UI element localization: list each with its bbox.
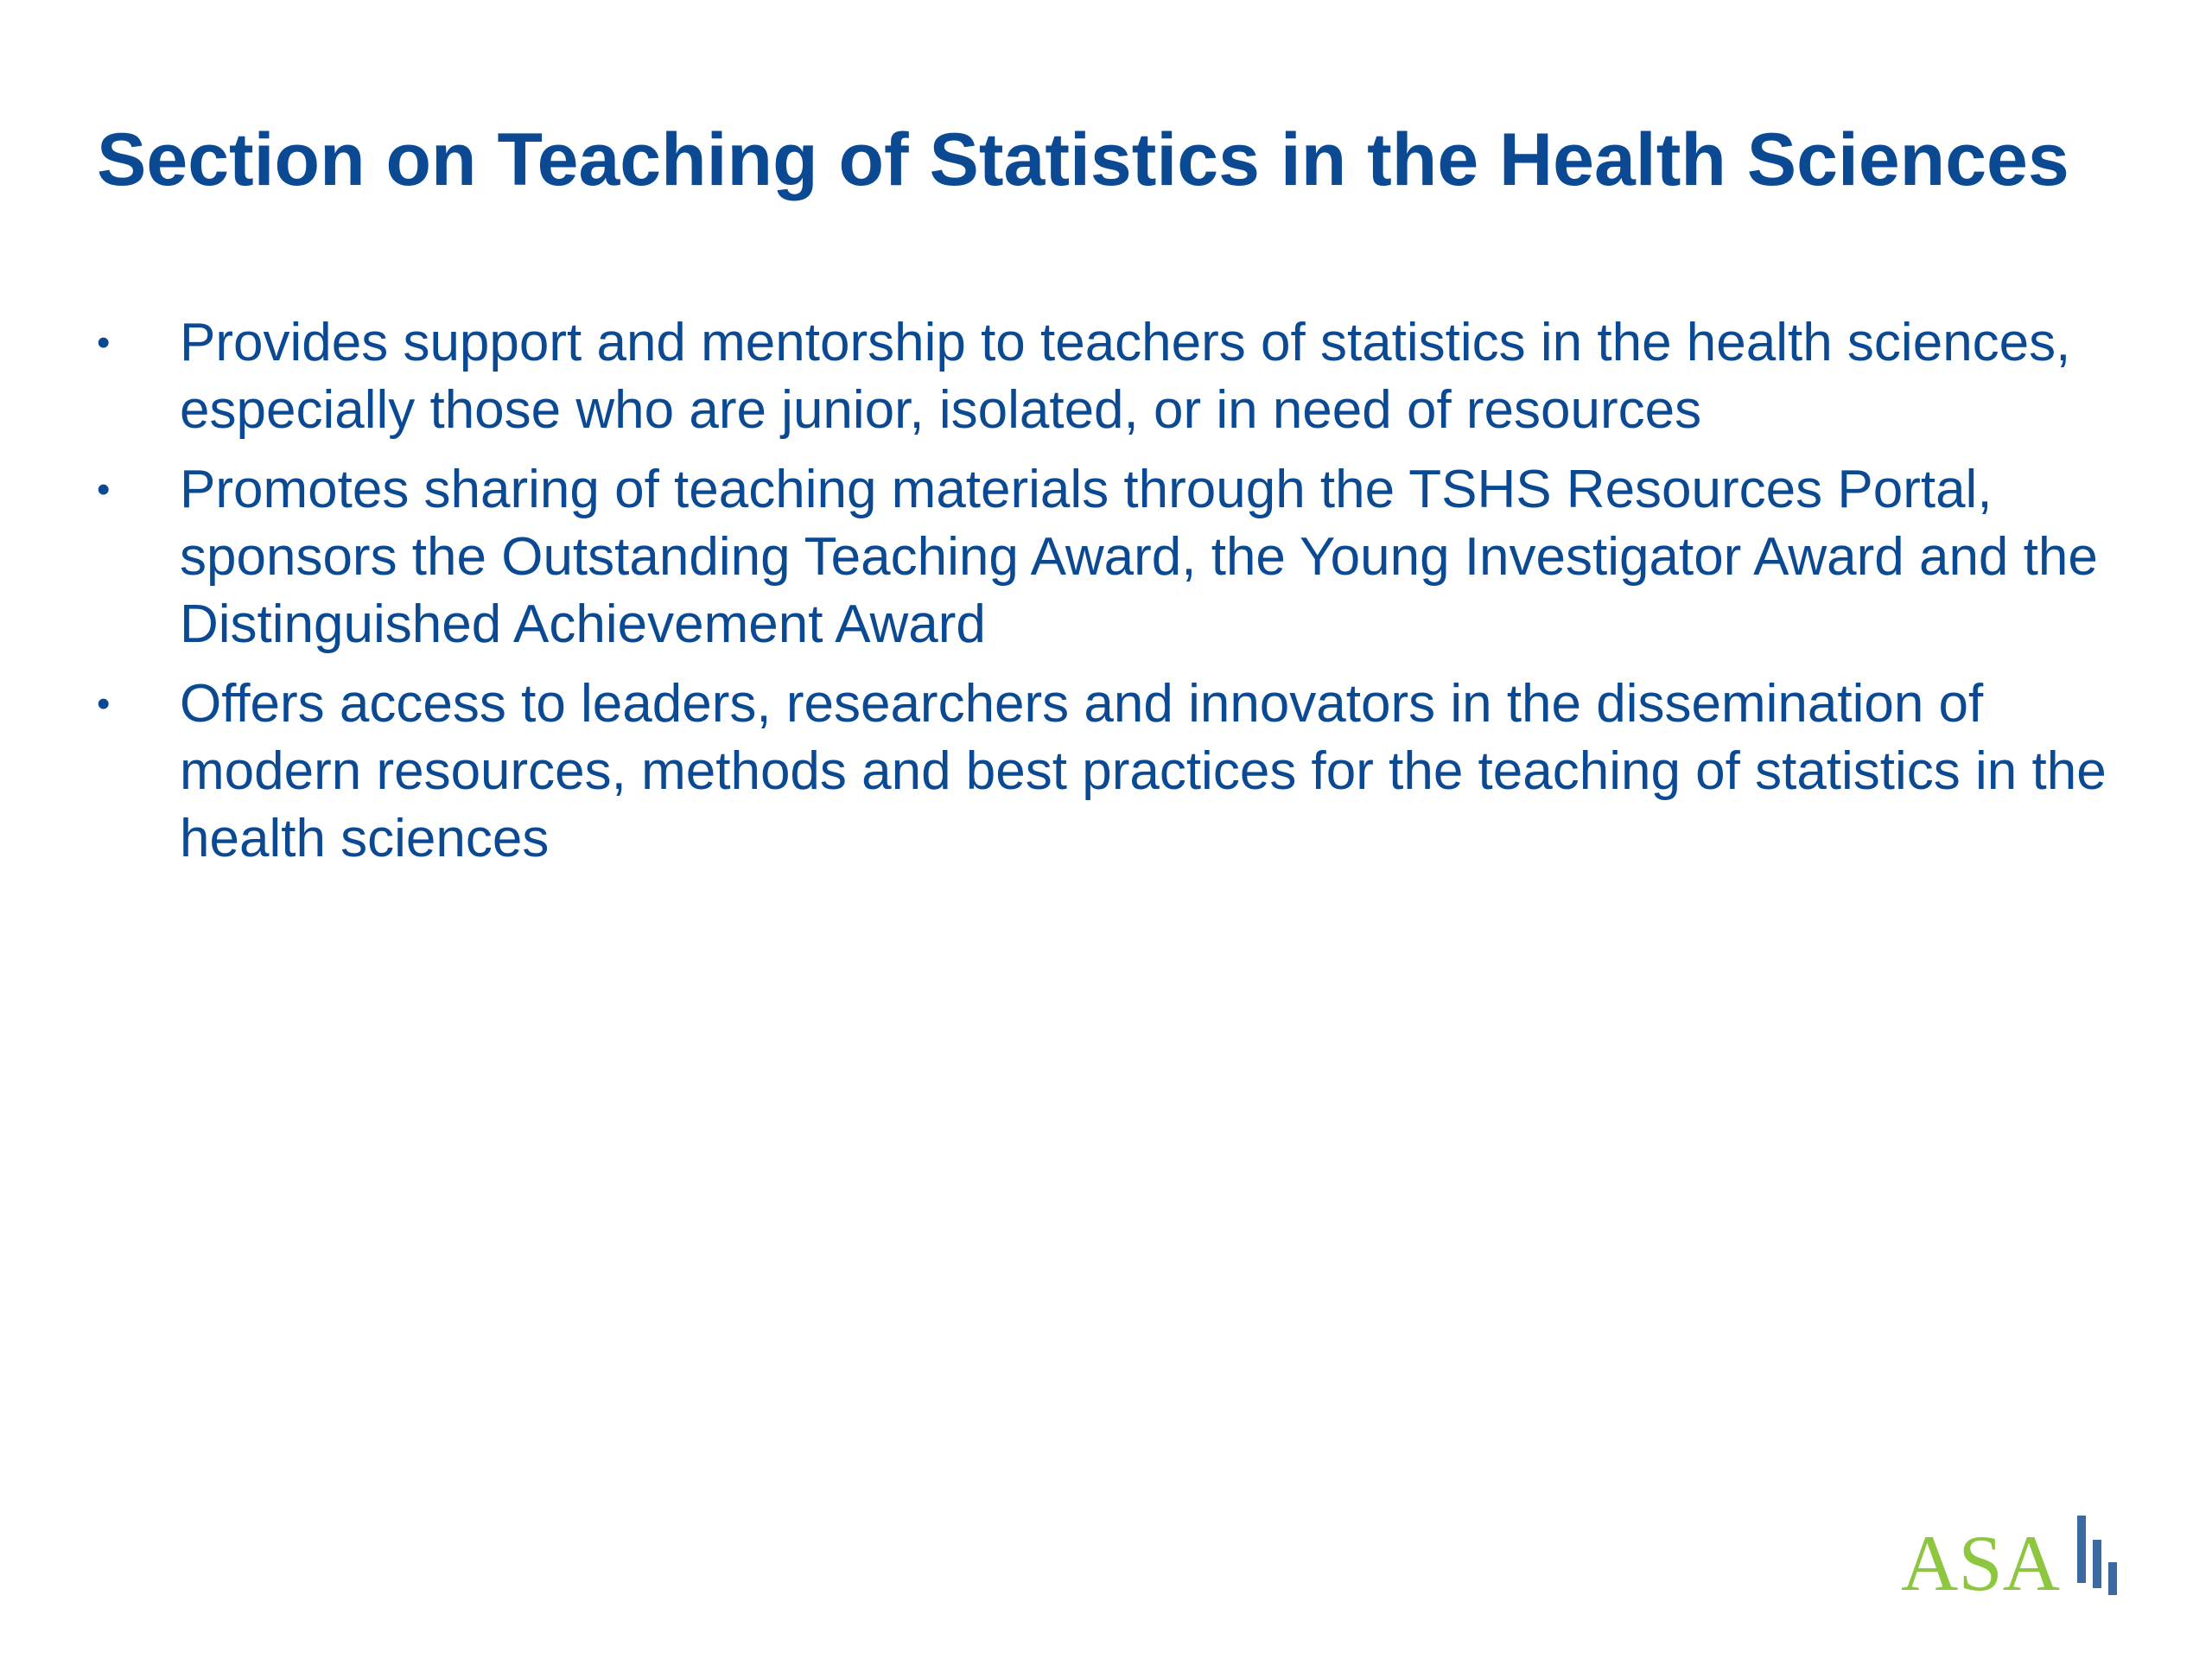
bullet-item bbox=[97, 309, 2153, 444]
bullet-list bbox=[97, 309, 2153, 885]
bullet-marker: • bbox=[97, 683, 111, 725]
asa-logo-text: ASA bbox=[1901, 1519, 2061, 1597]
bullet-item bbox=[97, 671, 2153, 873]
asa-logo-graphic bbox=[1901, 1514, 2126, 1597]
bullet-marker: • bbox=[97, 468, 111, 511]
bar-chart-icon bbox=[2077, 1516, 2117, 1595]
bullet-item bbox=[97, 456, 2153, 658]
bullet-text: Promotes sharing of teaching materials through the TSHS Resources Portal, sponsors the Outstanding Teaching Award, the Young Investigator Award and the Distinguished Achievement Award bbox=[180, 460, 2098, 654]
bullet-text: Offers access to leaders, researchers and innovators in the dissemination of modern resources, methods and best practices for the teaching of statistics in the health sciences bbox=[180, 674, 2107, 868]
asa-logo bbox=[1901, 1514, 2126, 1597]
slide-title: Section on Teaching of Statistics in the Health Sciences bbox=[97, 118, 2069, 201]
bullet-text: Provides support and mentorship to teachers of statistics in the health sciences, especially those who are junior, isolated, or in need of resources bbox=[180, 313, 2071, 440]
bullet-marker: • bbox=[97, 321, 111, 364]
